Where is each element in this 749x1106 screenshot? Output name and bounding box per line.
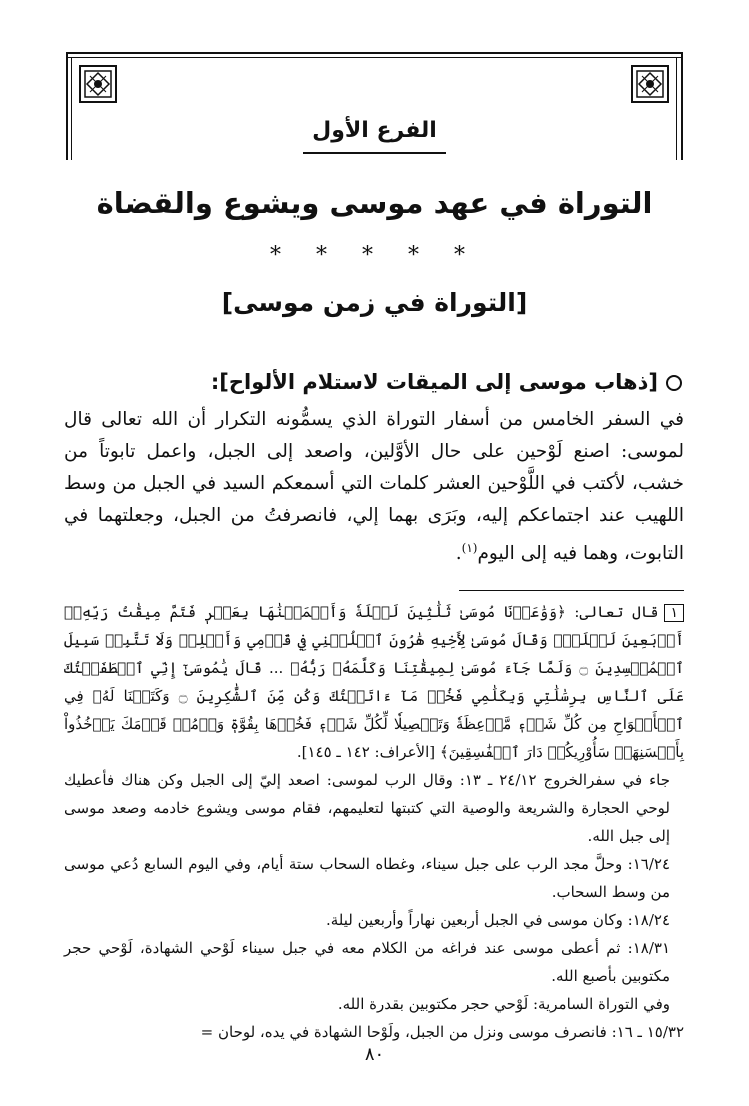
footnote-number: ١: [664, 604, 684, 622]
frame-left-border: [66, 52, 68, 160]
frame-top-border: [66, 52, 683, 54]
frame-top-inner-border: [66, 57, 683, 58]
branch-title-underline: [303, 152, 446, 154]
page-number: ٨٠: [364, 1044, 385, 1065]
sub-heading: [62, 370, 682, 394]
footnote-1: [64, 598, 684, 766]
corner-ornament-icon: [78, 64, 118, 104]
star-separator: * * * * *: [270, 243, 479, 268]
footnote-paragraph: ١٨/٢٤: وكان موسى في الجبل أربعين نهاراً وأربعين ليلة.: [325, 911, 670, 929]
corner-ornament-icon: [630, 64, 670, 104]
sub-heading-text: [ذهاب موسى إلى الميقات لاستلام الألواح]:: [210, 370, 658, 394]
footnote-paragraph: وفي التوراة السامرية: لَوْحي حجر مكتوبين بقدرة الله.: [337, 995, 670, 1013]
body-paragraph-text: في السفر الخامس من أسفار التوراة الذي يسمُّونه التكرار أن الله تعالى قال لموسى: اصنع لَوْحين على حال الأوَّلين، واصعد إلى الجبل، واعمل تابوتاً من خشب، لأكتب في اللَّوْحين العشر كلمات التي أسمعكم السيد في الجبل من وسط اللهيب عند اجتماعكم إليه، وبَرَى بهما إلي، فانصرفتُ من الجبل، وجعلتهما في التابوت، وهما فيه إلى اليوم: [64, 409, 684, 565]
chapter-title: التوراة في عهد موسى ويشوع والقضاة: [96, 186, 653, 220]
frame-left-inner-border: [71, 57, 72, 160]
footnote-paragraph: جاء في سفرالخروج ٢٤/١٢ ـ ١٣: وقال الرب لموسى: اصعد إليّ إلى الجبل وكن هناك فأعطيك لوحي الحجارة والشريعة والوصية التي كتبتها لتعليمهم، فقام موسى ويشوع خادمه وصعد موسى إلى جبل الله.: [64, 771, 670, 845]
footnote-quran-text: قال تعالى: ﴿وَوَٰعَدۡنَا مُوسَىٰ ثَلَٰثِينَ لَيۡلَةٗ وَأَتۡمَمۡنَٰهَا بِعَشۡرٖ فَتَمَّ مِيقَٰتُ رَبِّهِۦٓ أَرۡبَعِينَ لَيۡلَةٗۚ وَقَالَ مُوسَىٰ لِأَخِيهِ هَٰرُونَ ٱخۡلُفۡنِي فِي قَوۡمِي وَأَصۡلِحۡ وَلَا تَتَّبِعۡ سَبِيلَ ٱلۡمُفۡسِدِينَ ۝ وَلَمَّا جَآءَ مُوسَىٰ لِمِيقَٰتِنَا وَكَلَّمَهُۥ رَبُّهُۥ ... قَالَ يَٰمُوسَىٰٓ إِنِّي ٱصۡطَفَيۡتُكَ عَلَى ٱلنَّاسِ بِرِسَٰلَٰتِي وَبِكَلَٰمِي فَخُذۡ مَآ ءَاتَيۡتُكَ وَكُن مِّنَ ٱلشَّٰكِرِينَ ۝ وَكَتَبۡنَا لَهُۥ فِي ٱلۡأَلۡوَاحِ مِن كُلِّ شَيۡءٖ مَّوۡعِظَةٗ وَتَفۡصِيلٗا لِّكُلِّ شَيۡءٖ فَخُذۡهَا بِقُوَّةٖ وَأۡمُرۡ قَوۡمَكَ يَأۡخُذُواْ بِأَحۡسَنِهَاۚ سَأُوْرِيكُمۡ دَارَ ٱلۡفَٰسِقِينَ﴾ [الأعراف: ١٤٢ ـ ١٤٥].: [64, 603, 684, 761]
frame-right-border: [681, 52, 683, 160]
body-paragraph: في السفر الخامس من أسفار التوراة الذي يسمُّونه التكرار أن الله تعالى قال لموسى: اصنع لَوْحين على حال الأوَّلين، واصعد إلى الجبل، واعمل تابوتاً من خشب، لأكتب في اللَّوْحين العشر كلمات التي أسمعكم السيد في الجبل من وسط اللهيب عند اجتماعكم إليه، وبَرَى بهما إلي، فانصرفتُ من الجبل، وجعلتهما في التابوت، وهما فيه إلى اليوم$^{(١)}$.: [64, 409, 684, 565]
branch-title: الفرع الأول: [312, 118, 437, 143]
footnote-paragraph: ١٦/٢٤: وحلَّ مجد الرب على جبل سيناء، وغطاه السحاب ستة أيام، وفي اليوم السابع دُعي موسى من وسط السحاب.: [64, 855, 670, 901]
footnotes: [64, 598, 684, 1046]
footnote-separator: [459, 590, 684, 591]
footnote-paragraph: ١٥/٣٢ ـ ١٦: فانصرف موسى ونزل من الجبل، ولَوْحا الشهادة في يده، لوحان =: [200, 1023, 684, 1041]
section-title: [التوراة في زمن موسى]: [221, 288, 528, 317]
circle-bullet-icon: [666, 375, 682, 391]
footnote-paragraph: ١٨/٣١: ثم أعطى موسى عند فراغه من الكلام معه في جبل سيناء لَوْحي الشهادة، لَوْحي حجر مكتوبين بأصبع الله.: [64, 939, 670, 985]
footnote-reference: (١): [461, 541, 478, 555]
frame-right-inner-border: [676, 57, 677, 160]
